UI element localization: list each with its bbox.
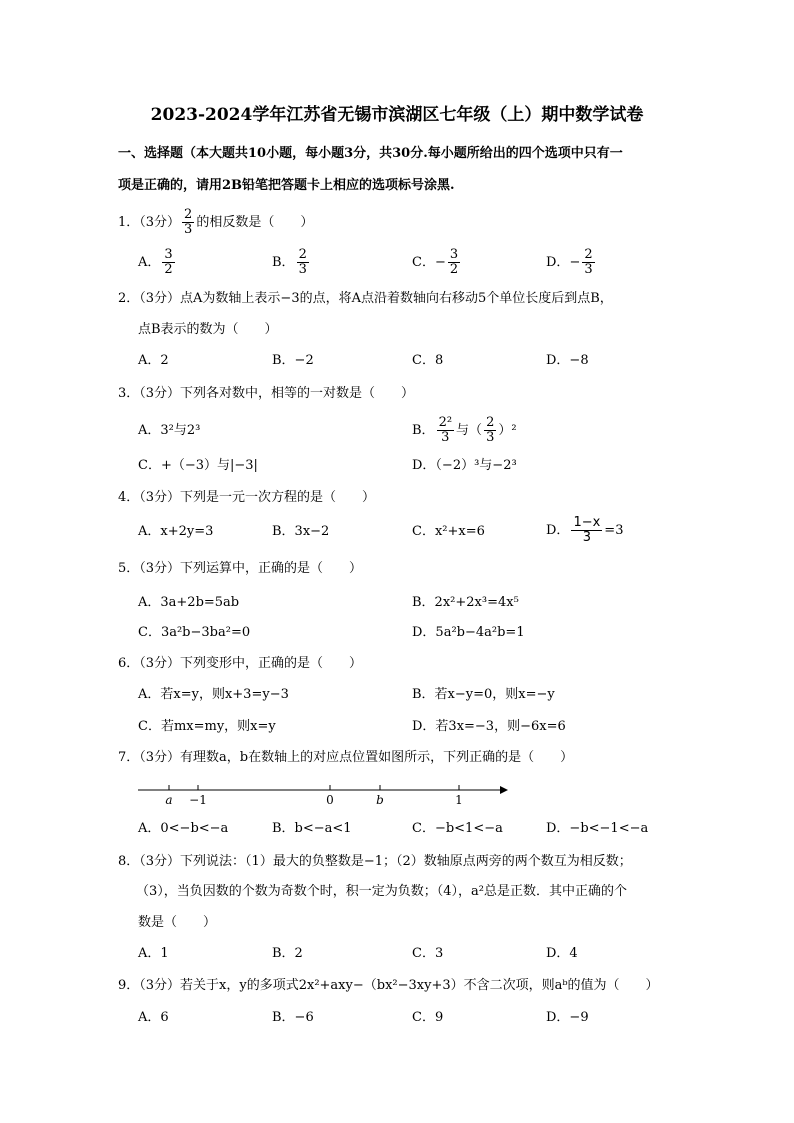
q2-option-a: A．2 <box>138 353 169 368</box>
q4-option-c: C．x²+x=6 <box>412 524 485 539</box>
q6-option-a: A．若x=y，则x+3=y−3 <box>138 687 289 702</box>
q1-option-a: A． $\frac{3}{2}$ <box>138 247 173 277</box>
section-heading-line2: 项是正确的，请用2B铅笔把答题卡上相应的选项标号涂黑. <box>118 178 455 193</box>
q1-option-b: B． $\frac{2}{3}$ <box>272 247 307 277</box>
q1-option-c: C．− $\frac{3}{2}$ <box>412 247 459 277</box>
page-title: 2023-2024学年江苏省无锡市滨湖区七年级（上）期中数学试卷 <box>150 105 644 125</box>
label-neg1: −1 <box>189 793 207 807</box>
question-8-line2: （3），当负因数的个数为奇数个时，积一定为负数；（4），a²总是正数．其中正确的个 <box>136 884 628 899</box>
q5-option-a: A．3a+2b=5ab <box>138 595 240 610</box>
q2-option-d: D．−8 <box>546 353 589 368</box>
number-line <box>132 778 512 808</box>
question-1-text: 的相反数是（ ） <box>196 215 314 230</box>
q5-option-b: B．2x²+2x³=4x⁵ <box>412 595 519 610</box>
q6-option-b: B．若x−y=0，则x=−y <box>412 687 555 702</box>
q9-option-d: D．−9 <box>546 1010 589 1025</box>
question-1-fraction: $\frac{2}{3}$ <box>184 207 193 237</box>
question-1 <box>118 208 313 237</box>
q3-option-d: D．（−2）³与−2³ <box>412 458 517 473</box>
question-6: 6．（3分）下列变形中，正确的是（ ） <box>118 656 363 671</box>
q8-option-d: D．4 <box>546 946 578 961</box>
q3-option-c: C．+（−3）与|−3| <box>138 458 258 473</box>
q5-option-d: D．5a²b−4a²b=1 <box>412 625 525 640</box>
section-heading-line1: 一、选择题（本大题共10小题，每小题3分，共30分.每小题所给出的四个选项中只有一 <box>118 146 623 161</box>
q4-option-a: A．x+2y=3 <box>138 524 214 539</box>
q8-option-b: B．2 <box>272 946 303 961</box>
q7-option-a: A．0<−b<−a <box>138 821 229 836</box>
q4-option-d: D． $\frac{1-x}{3}$ =3 <box>546 515 624 545</box>
q9-option-b: B．−6 <box>272 1010 314 1025</box>
q9-option-a: A．6 <box>138 1010 169 1025</box>
question-7: 7．（3分）有理数a，b在数轴上的对应点位置如图所示，下列正确的是（ ） <box>118 750 574 765</box>
q2-option-b: B．−2 <box>272 353 314 368</box>
question-5: 5．（3分）下列运算中，正确的是（ ） <box>118 561 363 576</box>
question-2-line1: 2．（3分）点A为数轴上表示−3的点，将A点沿着数轴向右移动5个单位长度后到点B， <box>118 291 613 306</box>
question-3: 3．（3分）下列各对数中，相等的一对数是（ ） <box>118 386 415 401</box>
label-1: 1 <box>455 793 463 807</box>
question-2-line2: 点B表示的数为（ ） <box>138 322 278 337</box>
label-0: 0 <box>326 793 334 807</box>
question-4: 4．（3分）下列是一元一次方程的是（ ） <box>118 490 376 505</box>
q6-option-c: C．若mx=my，则x=y <box>138 719 276 734</box>
q6-option-d: D．若3x=−3，则−6x=6 <box>412 719 566 734</box>
q1-option-d: D．− $\frac{2}{3}$ <box>546 247 593 277</box>
label-b: b <box>376 793 384 807</box>
q9-option-c: C．9 <box>412 1010 444 1025</box>
question-8-line3: 数是（ ） <box>138 915 217 930</box>
label-a: a <box>165 793 173 807</box>
q8-option-c: C．3 <box>412 946 444 961</box>
q8-option-a: A．1 <box>138 946 169 961</box>
q7-option-b: B．b<−a<1 <box>272 821 352 836</box>
q7-option-d: D．−b<−1<−a <box>546 821 649 836</box>
question-8-line1: 8．（3分）下列说法：（1）最大的负整数是−1；（2）数轴原点两旁的两个数互为相反数； <box>118 854 632 869</box>
question-9: 9．（3分）若关于x，y的多项式2x²+axy−（bx²−3xy+3）不含二次项，则aᵇ的值为（ ） <box>118 978 659 993</box>
q5-option-c: C．3a²b−3ba²=0 <box>138 625 251 640</box>
q4-option-b: B．3x−2 <box>272 524 330 539</box>
q3-option-b: B． $\frac{\text{2²}}{3}$ 与（ $\frac{2}{3}$ ）² <box>412 415 517 445</box>
q7-option-c: C．−b<1<−a <box>412 821 503 836</box>
q3-option-a: A．3²与2³ <box>138 423 201 438</box>
q2-option-c: C．8 <box>412 353 444 368</box>
number-line-arrow <box>500 786 508 794</box>
question-1-number: 1．（3分） <box>118 215 181 230</box>
